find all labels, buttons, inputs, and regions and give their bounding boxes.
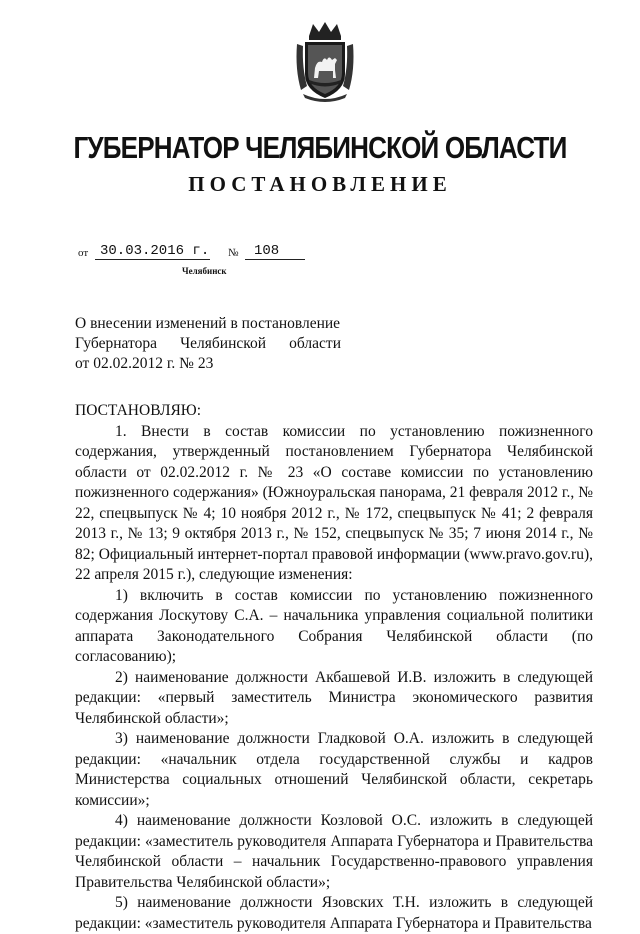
date-prefix-label: от <box>78 247 89 259</box>
document-date: 30.03.2016 г. <box>100 243 210 259</box>
paragraph-item-3: 3) наименование должности Гладковой О.А. изложить в следующей редакции: «начальник отдела государственной службы и кадров Министерства социальных отношений Челябинской области, секретарь комиссии»; <box>75 730 593 809</box>
resolve-label: ПОСТАНОВЛЯЮ: <box>75 402 202 419</box>
heading-line-1: О внесении изменений в постановление <box>75 315 341 332</box>
document-heading <box>75 314 341 374</box>
paragraph-item-4: 4) наименование должности Козловой О.С. изложить в следующей редакции: «заместитель руководителя Аппарата Губернатора и Правительства Челябинской области – начальник Государственно-правового управления Правительства Челябинской области»; <box>75 812 593 891</box>
document-type: ПОСТАНОВЛЕНИЕ <box>188 172 452 196</box>
paragraph-item-5: 5) наименование должности Язовских Т.Н. изложить в следующей редакции: «заместитель руководителя Аппарата Губернатора и Правительства <box>75 894 593 932</box>
document-number: 108 <box>254 243 280 259</box>
paragraph-item-1: 1) включить в состав комиссии по установлению пожизненного содержания Лоскутову С.А. – начальника управления социальной политики аппарата Законодательного Собрания Челябинской области (по согласованию); <box>75 586 593 665</box>
heading-line-3: от 02.02.2012 г. № 23 <box>75 355 214 372</box>
document-body <box>75 401 593 934</box>
date-number-line <box>78 241 338 263</box>
number-sign-label: № <box>228 247 239 259</box>
coat-of-arms-emblem <box>295 20 355 102</box>
paragraph-1: 1. Внести в состав комиссии по установлению пожизненного содержания, утвержденный постановлением Губернатора Челябинской области от 02.02.2012 г. № 23 «О составе комиссии по установлению пожизненного содержания» (Южноуральская панорама, 21 февраля 2012 г., № 22, спецвыпуск № 4; 10 ноября 2012 г., № 172, спецвыпуск № 41; 2 февраля 2013 г., № 13; 9 октября 2013 г., № 152, спецвыпуск № 35; 7 июня 2014 г., № 82; Официальный интернет-портал правовой информации (www.pravo.gov.ru), 22 апреля 2015 г.), следующие изменения: <box>75 422 593 583</box>
governor-title: ГУБЕРНАТОР ЧЕЛЯБИНСКОЙ ОБЛАСТИ <box>73 130 567 165</box>
number-underline <box>245 259 305 260</box>
city-label: Челябинск <box>182 266 227 276</box>
paragraph-item-2: 2) наименование должности Акбашевой И.В. изложить в следующей редакции: «первый заместитель Министра экономического развития Челябинской области»; <box>75 668 593 727</box>
date-underline <box>95 259 210 260</box>
heading-line-2: Губернатора Челябинской области <box>75 335 341 352</box>
